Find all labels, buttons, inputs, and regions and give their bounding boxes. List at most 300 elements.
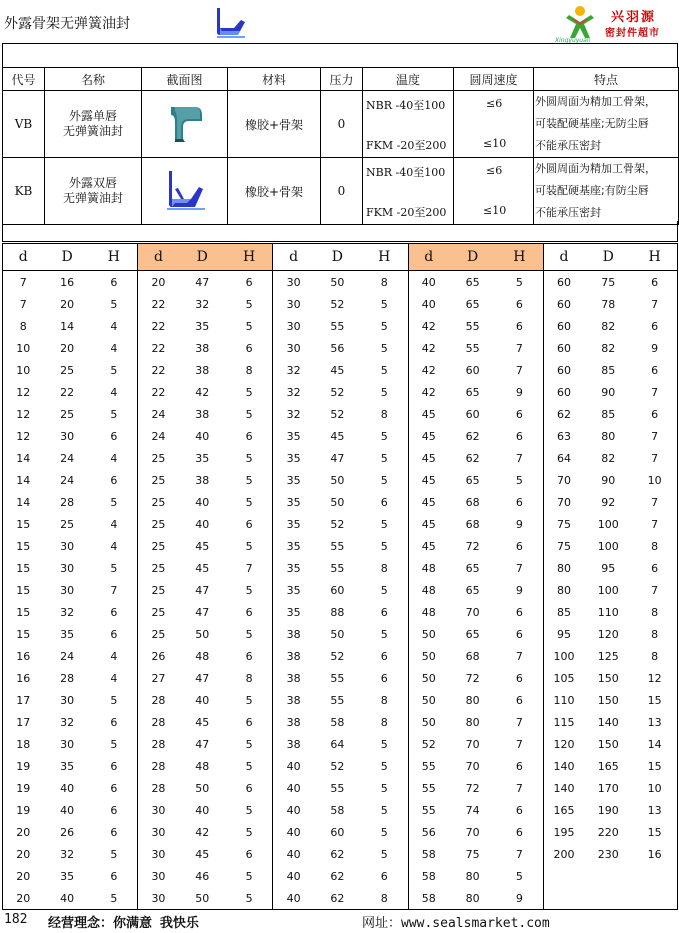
size-cell-d: 40 [408,271,449,294]
spec-code: VB [3,91,45,158]
spec-temp [363,91,454,158]
size-cell-H: 8 [380,715,388,729]
size-cell-d: 25 [138,557,179,579]
size-cell-H: 7 [245,561,253,575]
page-number: 182 [4,912,28,927]
size-cell-H: 5 [380,473,388,487]
size-cell-H: 8 [632,623,677,645]
size-cell-H: 6 [245,517,253,531]
size-cell-D: 22 [60,385,75,399]
size-cell-D: 88 [330,605,345,619]
size-cell-H: 10 [632,469,677,491]
size-cell-H: 6 [110,473,118,487]
size-cell-d: 45 [408,513,449,535]
size-row [3,689,678,711]
size-cell-D: 64 [330,737,345,751]
size-cell-D: 50 [195,781,210,795]
size-row [3,469,678,491]
size-cell-D: 40 [195,803,210,817]
size-cell-d: 30 [138,821,179,843]
size-cell-d: 70 [543,491,584,513]
size-cell-H: 5 [245,803,253,817]
size-cell-H: 7 [515,737,523,751]
size-cell-H: 6 [245,649,253,663]
size-cell-d: 60 [543,271,584,294]
size-cell-d: 48 [408,601,449,623]
size-cell-D: 42 [195,825,210,839]
size-cell-H: 8 [380,561,388,575]
size-row [3,557,678,579]
size-cell-d: 58 [408,865,449,887]
spec-material: 橡胶+骨架 [228,91,321,158]
size-cell-H: 6 [515,429,523,443]
size-cell-H: 6 [110,869,118,883]
page-title: 外露骨架无弹簧油封 [4,16,130,32]
size-cell-d: 58 [408,887,449,910]
size-cell-d: 19 [3,799,44,821]
size-cell-D: 52 [330,385,345,399]
size-cell-D: 40 [195,693,210,707]
size-cell-d: 10 [3,359,44,381]
size-cell-D: 60 [465,363,480,377]
size-cell-D: 58 [330,715,345,729]
size-cell-H: 5 [515,473,523,487]
size-cell-d: 48 [408,557,449,579]
size-row [3,601,678,623]
size-cell-H: 6 [632,315,677,337]
size-cell-D: 30 [60,693,75,707]
size-cell-H: 5 [380,847,388,861]
size-cell-D: 70 [465,605,480,619]
spec-header-row [3,68,679,91]
size-cell-d: 40 [273,843,314,865]
size-row [3,535,678,557]
size-cell-H: 6 [245,275,253,289]
size-cell-D: 35 [60,627,75,641]
size-cell-d: 28 [138,733,179,755]
size-cell-d: 100 [543,645,584,667]
size-cell-d: 38 [273,689,314,711]
size-cell-D: 68 [465,495,480,509]
spec-header-speed: 圆周速度 [454,68,534,91]
size-cell-d: 45 [408,425,449,447]
spec-name-line2: 无弹簧油封 [62,191,123,205]
size-cell-H: 6 [515,671,523,685]
size-cell-D: 72 [465,671,480,685]
size-cell-H: 13 [632,799,677,821]
spec-speed-fkm: ≤10 [483,204,507,217]
size-cell-H: 6 [515,627,523,641]
size-cell-d: 38 [273,667,314,689]
size-cell-d: 14 [3,447,44,469]
size-cell-D: 65 [465,385,480,399]
size-header-d-3: d [273,244,314,271]
spec-pressure: 0 [321,91,363,158]
size-cell-H: 5 [245,737,253,751]
size-cell-D: 35 [195,451,210,465]
size-cell-d [543,865,584,887]
size-row [3,293,678,315]
size-cell-H: 6 [245,847,253,861]
size-row [3,579,678,601]
size-cell-H: 6 [515,319,523,333]
size-cell-D: 32 [60,847,75,861]
size-cell-d: 30 [138,843,179,865]
size-cell-H: 6 [515,825,523,839]
size-cell-D: 47 [195,671,210,685]
size-cell-d: 75 [543,535,584,557]
size-header-D-2: D [179,244,226,271]
size-cell-d: 80 [543,557,584,579]
size-cell-D: 42 [195,385,210,399]
size-cell-H: 5 [245,495,253,509]
size-cell-D: 68 [465,649,480,663]
size-cell-H: 6 [110,429,118,443]
size-cell-D: 55 [330,693,345,707]
size-cell-d: 35 [273,601,314,623]
size-cell-d: 40 [273,865,314,887]
size-cell-D: 80 [449,887,496,910]
size-cell-D: 75 [465,847,480,861]
size-row [3,447,678,469]
spec-header-pressure: 压力 [321,68,363,91]
size-cell-D: 150 [597,737,619,751]
size-cell-H: 6 [632,403,677,425]
size-cell-D: 65 [465,627,480,641]
size-header-D-3: D [314,244,361,271]
size-cell-H: 5 [110,363,118,377]
size-cell-d: 7 [3,271,44,294]
size-cell-H: 6 [515,803,523,817]
size-row [3,733,678,755]
size-cell-H: 5 [380,583,388,597]
seal-cross-section-icon [214,6,248,40]
size-cell-H: 5 [245,407,253,421]
size-cell-d: 35 [273,579,314,601]
size-cell-d: 50 [408,689,449,711]
size-row [3,711,678,733]
size-cell-d: 120 [543,733,584,755]
size-cell-D: 32 [60,715,75,729]
size-row [3,513,678,535]
size-cell-D: 100 [597,517,619,531]
size-cell-d: 30 [138,799,179,821]
size-cell-D: 90 [601,473,616,487]
spec-temp [363,158,454,225]
size-cell-D: 24 [60,649,75,663]
size-cell-H: 6 [515,693,523,707]
spec-name-line2: 无弹簧油封 [62,124,123,138]
size-cell-d: 15 [3,557,44,579]
brand-tagline: Xingyuyuan [555,37,591,44]
size-header-d-1: d [3,244,44,271]
size-row [3,865,678,887]
size-cell-H: 6 [632,557,677,579]
size-cell-d: 55 [408,777,449,799]
size-cell-H: 7 [515,847,523,861]
size-cell-H: 4 [110,671,118,685]
size-cell-H: 6 [515,407,523,421]
size-cell-d: 35 [273,491,314,513]
size-cell-D: 40 [44,887,91,910]
footer-website: 网址：www.sealsmarket.com [362,916,550,931]
size-header-d-2: d [138,244,179,271]
size-cell-D: 52 [330,297,345,311]
size-cell-d: 28 [138,777,179,799]
size-row [3,645,678,667]
spec-feature [534,158,679,225]
size-cell-D: 24 [60,451,75,465]
size-cell-H: 15 [632,689,677,711]
size-cell-d: 42 [408,337,449,359]
spec-material: 橡胶+骨架 [228,158,321,225]
size-cell-D: 65 [465,561,480,575]
size-cell-H: 5 [245,759,253,773]
size-cell-H: 4 [110,451,118,465]
size-cell-D: 38 [195,473,210,487]
size-cell-H: 5 [245,627,253,641]
size-cell-D: 92 [601,495,616,509]
size-cell-D: 65 [465,275,480,289]
size-cell-H: 5 [110,561,118,575]
size-cell-D: 45 [195,561,210,575]
size-cell-d: 60 [543,315,584,337]
size-cell-D: 165 [597,759,619,773]
spec-feature-line2: 可装配硬基座;有防尘唇 [535,184,649,197]
size-cell-H: 5 [245,319,253,333]
size-cell-D: 70 [465,737,480,751]
size-cell-H: 4 [110,385,118,399]
size-header-H-5: H [632,244,677,271]
spec-pressure: 0 [321,158,363,225]
spec-feature-line1: 外圆周面为精加工骨架， [535,95,656,108]
size-cell-D: 65 [465,583,480,597]
size-row [3,821,678,843]
size-cell-d: 25 [138,469,179,491]
size-header-D-5: D [584,244,632,271]
size-cell-d: 17 [3,689,44,711]
size-cell-H: 6 [110,825,118,839]
size-cell-H [632,887,677,910]
size-cell-H: 5 [110,737,118,751]
size-header-row [3,244,678,271]
size-cell-D: 50 [179,887,226,910]
size-row [3,403,678,425]
size-cell-D: 38 [195,341,210,355]
size-cell-H: 7 [515,363,523,377]
size-row [3,843,678,865]
size-cell-H: 5 [245,385,253,399]
size-cell-d: 50 [408,623,449,645]
size-cell-D: 50 [330,495,345,509]
size-cell-d: 60 [543,337,584,359]
size-cell-H: 4 [110,517,118,531]
size-cell-D: 70 [465,759,480,773]
size-cell-H: 7 [110,583,118,597]
spec-section-image [142,158,228,225]
size-cell-d: 22 [138,315,179,337]
size-cell-D: 55 [330,319,345,333]
size-cell-H: 5 [380,825,388,839]
size-cell-d: 15 [3,623,44,645]
size-cell-H: 5 [110,495,118,509]
size-cell-D: 82 [601,451,616,465]
size-row [3,755,678,777]
spec-temp-nbr: NBR -40至100 [366,99,446,112]
size-cell-H: 9 [515,517,523,531]
page-footer [0,909,679,933]
size-cell-D: 30 [60,737,75,751]
size-cell-H: 7 [632,513,677,535]
size-cell-d: 38 [273,711,314,733]
size-cell-D: 47 [195,605,210,619]
size-cell-H: 8 [380,407,388,421]
size-cell-D: 55 [330,539,345,553]
size-cell-H: 6 [380,671,388,685]
top-band [2,43,678,67]
size-cell-H: 15 [632,821,677,843]
size-cell-d: 42 [408,359,449,381]
size-cell-d: 195 [543,821,584,843]
spec-feature-line3: 不能承压密封 [535,206,601,219]
size-cell-H: 4 [110,319,118,333]
size-cell-D: 95 [601,561,616,575]
size-cell-H: 5 [380,319,388,333]
size-cell-d: 45 [408,469,449,491]
size-cell-d: 22 [138,381,179,403]
spec-feature-line3: 不能承压密封 [535,139,601,152]
size-cell-D: 125 [597,649,619,663]
size-cell-d: 38 [273,733,314,755]
size-cell-D: 26 [60,825,75,839]
size-cell-H: 6 [380,495,388,509]
size-cell-H: 7 [515,649,523,663]
spec-header-temp: 温度 [363,68,454,91]
size-row [3,315,678,337]
size-cell-H: 14 [632,733,677,755]
size-cell-D: 46 [195,869,210,883]
size-cell-H: 4 [110,539,118,553]
size-cell-D: 35 [60,869,75,883]
size-cell-D: 100 [597,539,619,553]
size-cell-H: 8 [245,363,253,377]
size-cell-d: 200 [543,843,584,865]
size-cell-H: 7 [632,293,677,315]
size-cell-d: 40 [273,777,314,799]
spec-name [45,158,142,225]
size-cell-D: 52 [330,649,345,663]
size-cell-d: 60 [543,293,584,315]
size-cell-d: 70 [543,469,584,491]
size-cell-H [632,865,677,887]
size-cell-d: 15 [3,513,44,535]
brand-logo-icon [562,4,598,40]
spec-speed-fkm: ≤10 [483,137,507,150]
size-cell-H: 4 [110,649,118,663]
size-cell-d: 35 [273,535,314,557]
size-cell-D: 150 [597,693,619,707]
size-cell-D: 70 [465,825,480,839]
size-cell-D: 58 [330,803,345,817]
size-cell-d: 25 [138,513,179,535]
size-cell-D: 45 [195,715,210,729]
size-cell-d: 20 [3,865,44,887]
size-cell-H: 6 [110,781,118,795]
size-cell-D: 25 [60,407,75,421]
size-cell-D: 50 [330,627,345,641]
size-cell-H: 5 [245,539,253,553]
size-cell-H: 5 [380,363,388,377]
size-cell-d: 25 [138,623,179,645]
spec-table [2,67,679,225]
size-cell-D: 50 [195,627,210,641]
size-cell-H: 8 [245,671,253,685]
size-cell-d: 22 [138,359,179,381]
size-cell-H: 8 [632,535,677,557]
size-cell-d: 35 [273,557,314,579]
size-cell-D: 30 [60,429,75,443]
size-cell-H: 6 [245,605,253,619]
size-cell-d: 28 [138,711,179,733]
size-cell-D: 24 [60,473,75,487]
spec-temp-nbr: NBR -40至100 [366,166,446,179]
size-cell-d: 95 [543,623,584,645]
size-cell-D: 55 [330,671,345,685]
size-cell-D: 140 [597,715,619,729]
size-cell-D: 80 [465,869,480,883]
size-cell-D: 110 [597,605,619,619]
size-cell-d: 40 [408,293,449,315]
size-cell-D [584,865,632,887]
size-cell-d: 32 [273,359,314,381]
size-cell-D: 45 [195,539,210,553]
size-cell-H: 6 [632,359,677,381]
spec-header-section: 截面图 [142,68,228,91]
size-cell-d: 24 [138,403,179,425]
size-header-H-3: H [361,244,408,271]
size-cell-D: 85 [601,363,616,377]
size-cell-D: 190 [597,803,619,817]
size-cell-H: 7 [632,491,677,513]
size-cell-d: 20 [138,271,179,294]
size-cell-d: 45 [408,535,449,557]
size-cell-H: 6 [110,803,118,817]
size-cell-D: 47 [195,737,210,751]
size-cell-H: 5 [380,781,388,795]
size-cell-d [543,887,584,910]
size-cell-H: 5 [380,385,388,399]
size-row [3,359,678,381]
size-cell-D: 32 [60,605,75,619]
size-cell-d: 25 [138,579,179,601]
size-cell-D: 65 [465,473,480,487]
size-cell-d: 7 [3,293,44,315]
size-cell-d: 30 [273,271,314,294]
size-cell-d: 35 [273,513,314,535]
size-cell-d: 45 [408,447,449,469]
size-cell-d: 28 [138,755,179,777]
size-cell-D: 60 [330,825,345,839]
size-cell-H: 5 [245,297,253,311]
size-cell-d: 140 [543,755,584,777]
size-cell-H: 7 [515,341,523,355]
spec-name-line1: 外露单唇 [68,109,117,123]
size-cell-D: 48 [195,759,210,773]
size-cell-D: 80 [465,693,480,707]
size-cell-D: 30 [60,539,75,553]
spec-header-feature: 特点 [534,68,679,91]
size-cell-H: 5 [380,341,388,355]
